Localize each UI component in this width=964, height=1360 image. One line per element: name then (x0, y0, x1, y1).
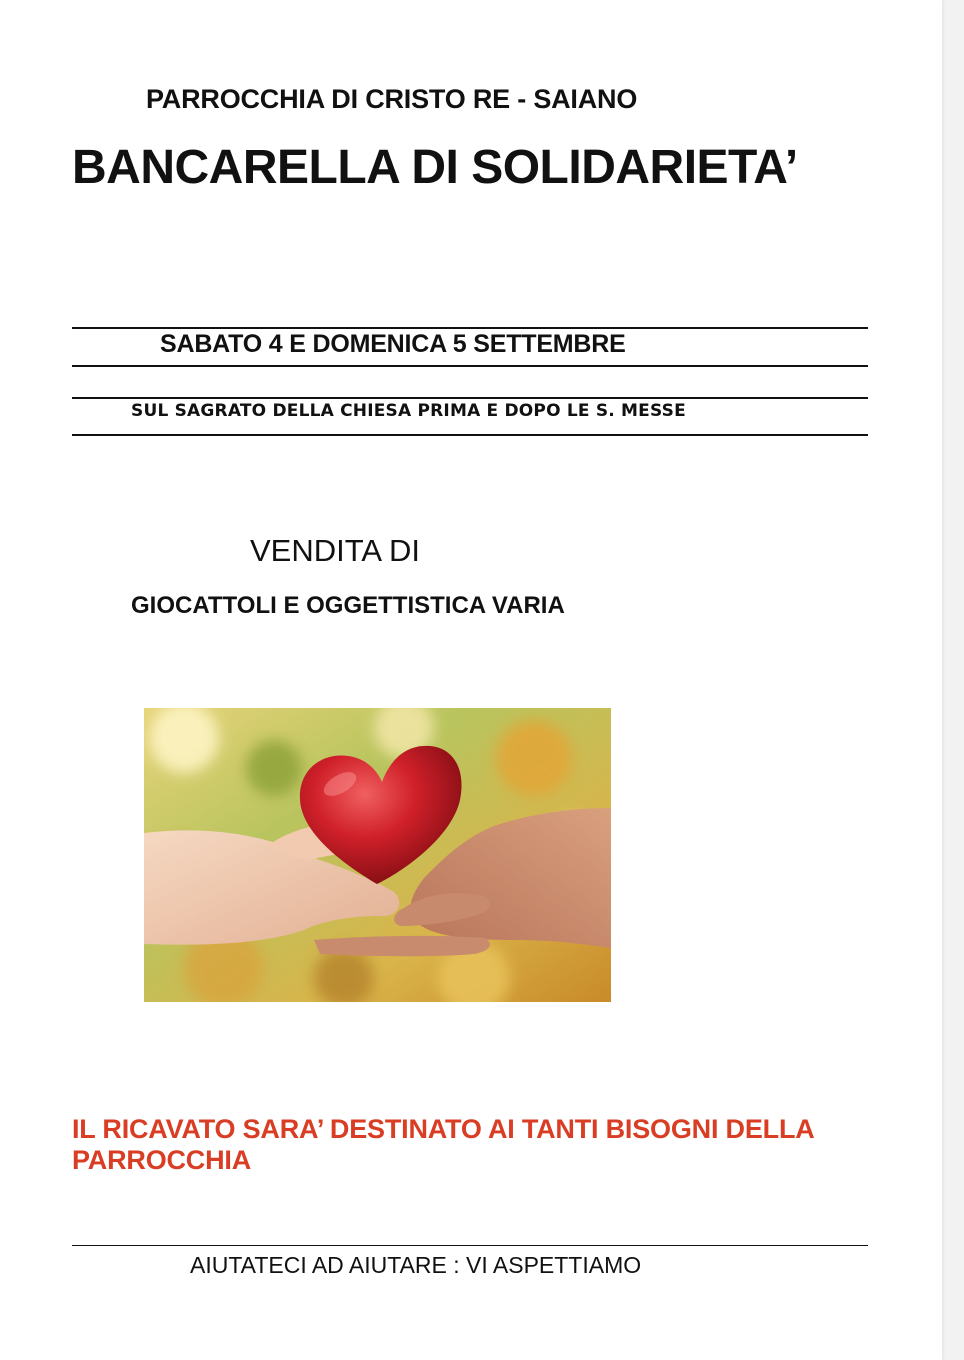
event-location: SUL SAGRATO DELLA CHIESA PRIMA E DOPO LE S. MESSE (131, 401, 686, 421)
divider-line (72, 365, 868, 367)
closing-slogan: AIUTATECI AD AIUTARE : VI ASPETTIAMO (190, 1252, 642, 1278)
divider-line (72, 327, 868, 329)
sale-items: GIOCATTOLI E OGGETTISTICA VARIA (131, 592, 565, 619)
parish-name: PARROCCHIA DI CRISTO RE - SAIANO (146, 84, 638, 114)
proceeds-notice: IL RICAVATO SARA’ DESTINATO AI TANTI BISOGNI DELLA PARROCCHIA (72, 1114, 814, 1175)
divider-line (72, 1245, 868, 1246)
heart-in-hands-photo (144, 708, 611, 1002)
divider-line (72, 434, 868, 436)
event-dates: SABATO 4 E DOMENICA 5 SETTEMBRE (160, 330, 626, 358)
sale-heading: VENDITA DI (250, 533, 420, 568)
flyer-title: BANCARELLA DI SOLIDARIETA’ (72, 141, 798, 194)
divider-line (72, 397, 868, 399)
